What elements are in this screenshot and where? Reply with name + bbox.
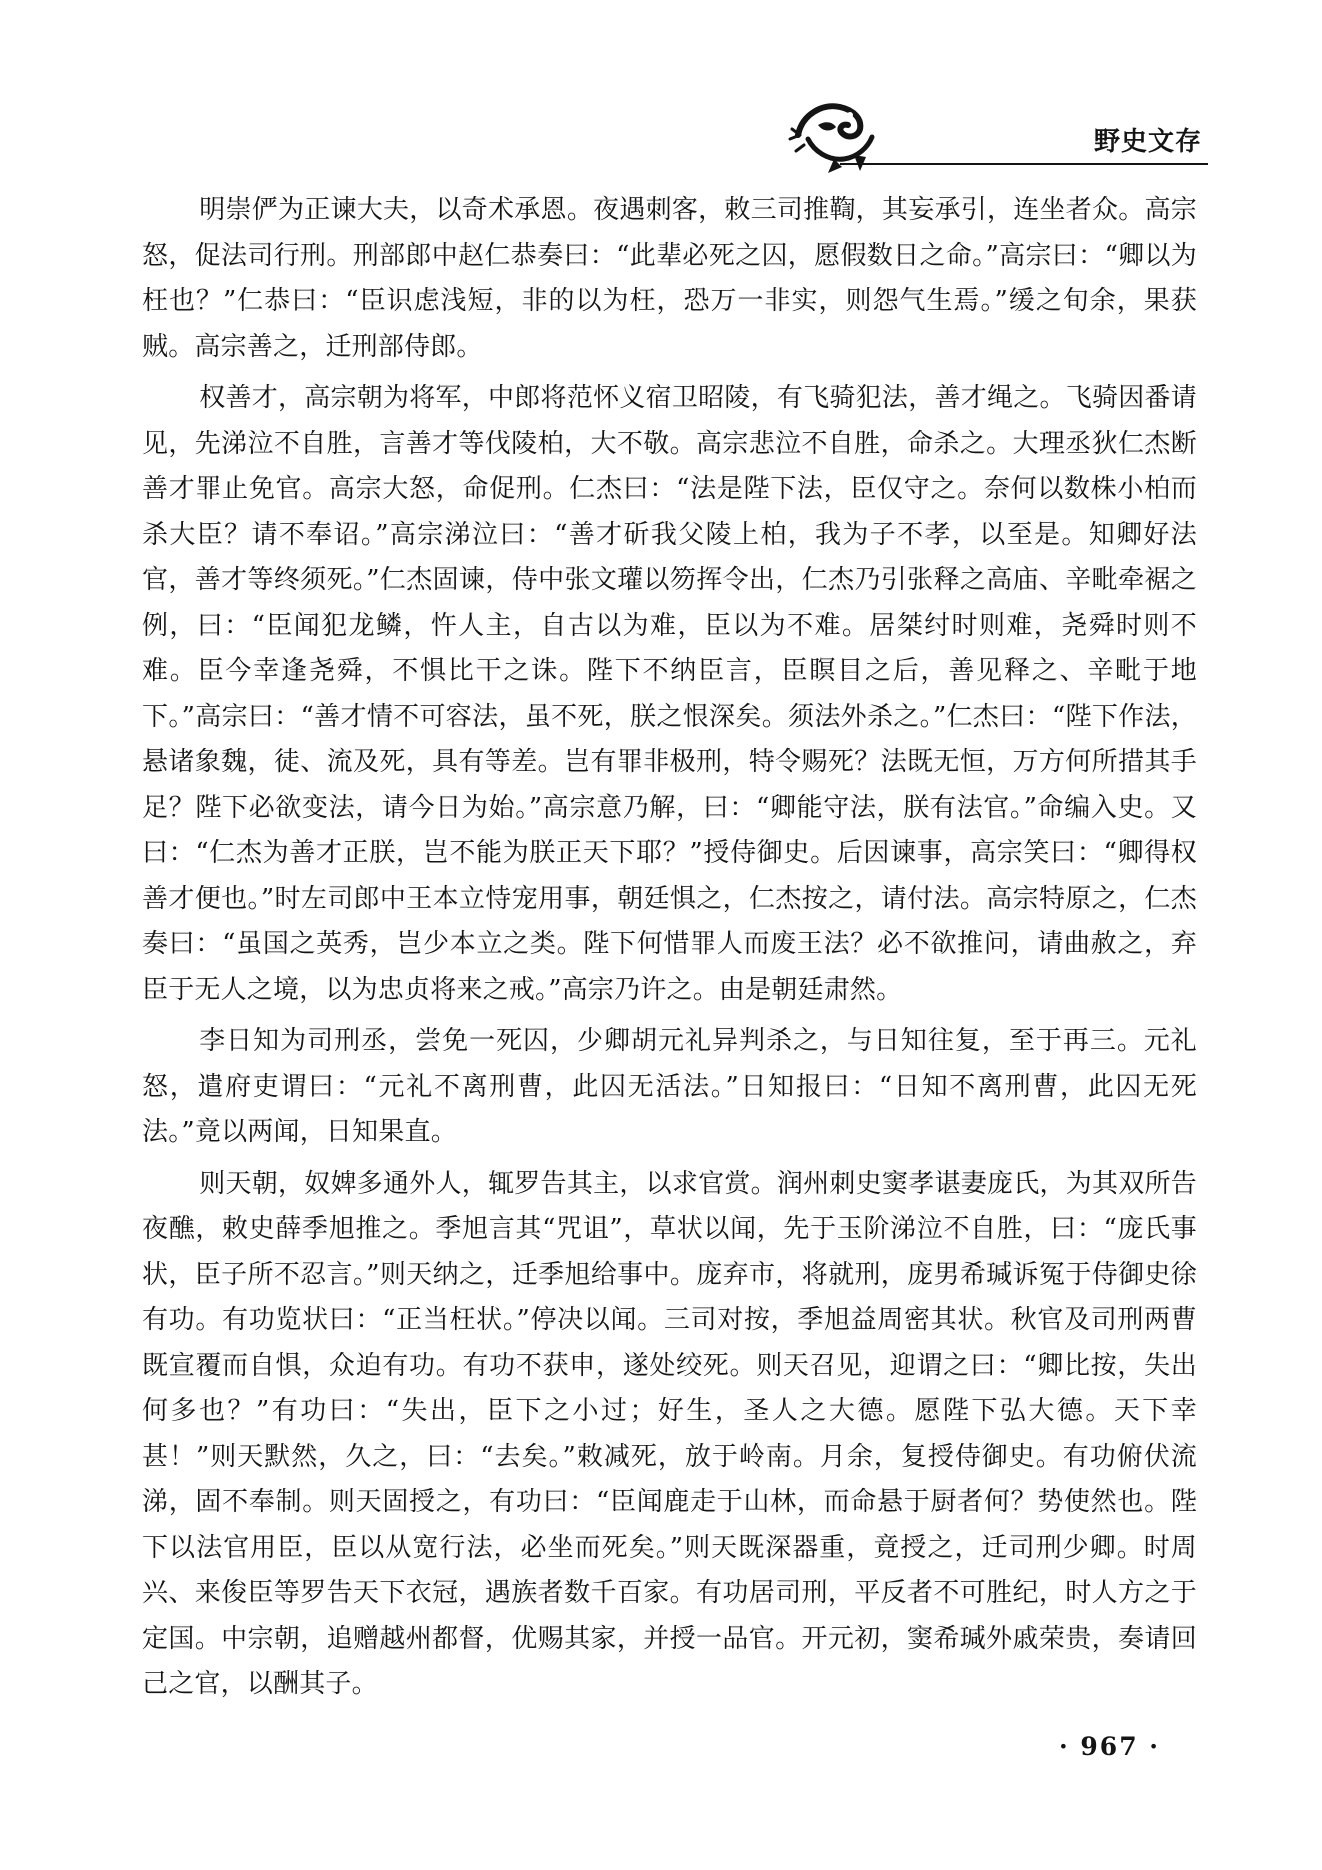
paragraph-1: 明崇俨为正谏大夫，以奇术承恩。夜遇刺客，敕三司推鞫，其妄承引，连坐者众。高宗怒，促法司行刑。刑部郎中赵仁恭奏曰：“此辈必死之囚，愿假数日之命。”高宗曰：“卿以为枉也？”仁恭曰：“臣识虑浅短，非的以为枉，恐万一非实，则怨气生焉。”缓之旬余，果获贼。高宗善之，迁刑部侍郎。 [142, 195, 1197, 362]
paragraph-2: 权善才，高宗朝为将军，中郎将范怀义宿卫昭陵，有飞骑犯法，善才绳之。飞骑因番请见，先涕泣不自胜，言善才等伐陵柏，大不敬。高宗悲泣不自胜，命杀之。大理丞狄仁杰断善才罪止免官。高宗大怒，命促刑。仁杰曰：“法是陛下法，臣仅守之。奈何以数株小柏而杀大臣？请不奉诏。”高宗涕泣曰：“善才斫我父陵上柏，我为子不孝，以至是。知卿好法官，善才等终须死。”仁杰固谏，侍中张文瓘以笏挥令出，仁杰乃引张释之高庙、辛毗牵裾之例，曰：“臣闻犯龙鳞，忤人主，自古以为难，臣以为不难。居桀纣时则难，尧舜时则不难。臣今幸逢尧舜，不惧比干之诛。陛下不纳臣言，臣瞑目之后，善见释之、辛毗于地下。”高宗曰：“善才情不可容法，虽不死，朕之恨深矣。须法外杀之。”仁杰曰：“陛下作法，悬诸象魏，徒、流及死，具有等差。岂有罪非极刑，特令赐死？法既无恒，万方何所措其手足？陛下必欲变法，请今日为始。”高宗意乃解，曰：“卿能守法，朕有法官。”命编入史。又曰：“仁杰为善才正朕，岂不能为朕正天下耶？”授侍御史。后因谏事，高宗笑曰：“卿得权善才便也。”时左司郎中王本立恃宠用事，朝廷惧之，仁杰按之，请付法。高宗特原之，仁杰奏曰：“虽国之英秀，岂少本立之类。陛下何惜罪人而废王法？必不欲推问，请曲赦之，弃臣于无人之境，以为忠贞将来之戒。”高宗乃许之。由是朝廷肃然。 [142, 383, 1197, 1005]
page-number: · 967 · [1059, 1732, 1160, 1761]
page-header [0, 0, 1322, 180]
paragraph-4: 则天朝，奴婢多通外人，辄罗告其主，以求官赏。润州刺史窦孝谌妻庞氏，为其双所告夜醮，敕史薛季旭推之。季旭言其“咒诅”，草状以闻，先于玉阶涕泣不自胜，曰：“庞氏事状，臣子所不忍言。”则天纳之，迁季旭给事中。庞弃市，将就刑，庞男希瑊诉冤于侍御史徐有功。有功览状曰：“正当枉状。”停决以闻。三司对按，季旭益周密其状。秋官及司刑两曹既宣覆而自惧，众迫有功。有功不获申，遂处绞死。则天召见，迎谓之曰：“卿比按，失出何多也？”有功曰：“失出，臣下之小过；好生，圣人之大德。愿陛下弘大德。天下幸甚！”则天默然，久之，曰：“去矣。”敕减死，放于岭南。月余，复授侍御史。有功俯伏流涕，固不奉制。则天固授之，有功曰：“臣闻鹿走于山林，而命悬于厨者何？势使然也。陛下以法官用臣，臣以从宽行法，必坐而死矣。”则天既深器重，竟授之，迁司刑少卿。时周兴、来俊臣等罗告天下衣冠，遇族者数千百家。有功居司刑，平反者不可胜纪，时人方之于定国。中宗朝，追赠越州都督，优赐其家，并授一品官。开元初，窦希瑊外戚荣贵，奏请回己之官，以酬其子。 [142, 1168, 1197, 1699]
header-rule [840, 163, 1208, 165]
article-body [142, 188, 1197, 1714]
header-title: 野史文存 [1093, 127, 1202, 157]
paragraph-3: 李日知为司刑丞，尝免一死囚，少卿胡元礼异判杀之，与日知往复，至于再三。元礼怒，遣府吏谓曰：“元礼不离刑曹，此囚无活法。”日知报曰：“日知不离刑曹，此囚无死法。”竟以两闻，日知果直。 [142, 1026, 1197, 1147]
